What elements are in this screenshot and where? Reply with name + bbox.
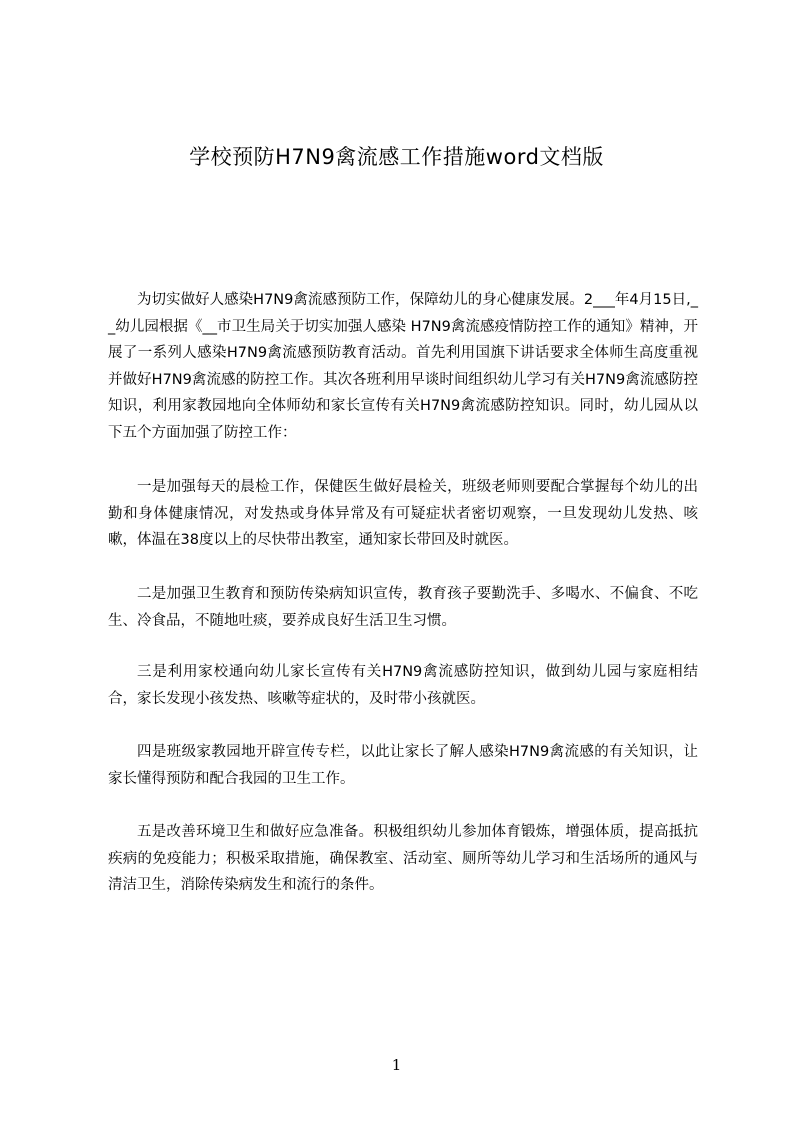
paragraph-intro: 为切实做好人感染H7N9禽流感预防工作，保障幼儿的身心健康发展。2___年4月15日,__幼儿园根据《__市卫生局关于切实加强人感染 H7N9禽流感疫情防控工作的通知》精神，开展了一系列人感染H7N9禽流感预防教育活动。首先利用国旗下讲话要求全体师生高度重视并做好H7N9禽流感的防控工作。其次各班利用早谈时间组织幼儿学习有关H7N9禽流感防控知识，利用家教园地向全体师幼和家长宣传有关H7N9禽流感防控知识。同时，幼儿园从以下五个方面加强了防控工作： [108, 292, 698, 441]
paragraph-measure-5: 五是改善环境卫生和做好应急准备。积极组织幼儿参加体育锻炼，增强体质，提高抵抗疾病的免疫能力；积极采取措施，确保教室、活动室、厕所等幼儿学习和生活场所的通风与清洁卫生，消除传染病发生和流行的条件。 [108, 824, 698, 893]
paragraph-measure-4: 四是班级家教园地开辟宣传专栏，以此让家长了解人感染H7N9禽流感的有关知识，让家长懂得预防和配合我园的卫生工作。 [108, 744, 698, 787]
paragraph-measure-3: 三是利用家校通向幼儿家长宣传有关H7N9禽流感防控知识，做到幼儿园与家庭相结合，家长发现小孩发热、咳嗽等症状的，及时带小孩就医。 [108, 664, 698, 707]
paragraph-measure-2-block [108, 581, 698, 634]
paragraph-measure-2: 二是加强卫生教育和预防传染病知识宣传，教育孩子要勤洗手、多喝水、不偏食、不吃生、冷食品，不随地吐痰，要养成良好生活卫生习惯。 [108, 586, 698, 629]
paragraph-measure-1-block [108, 474, 698, 554]
document-title: 学校预防H7N9禽流感工作措施word文档版 [189, 145, 604, 169]
paragraph-intro-block [108, 287, 698, 446]
paragraph-measure-4-block [108, 739, 698, 792]
paragraph-measure-5-block [108, 819, 698, 899]
page-number: 1 [391, 1056, 402, 1074]
paragraph-measure-3-block [108, 659, 698, 712]
paragraph-measure-1: 一是加强每天的晨检工作，保健医生做好晨检关，班级老师则要配合掌握每个幼儿的出勤和身体健康情况，对发热或身体异常及有可疑症状者密切观察，一旦发现幼儿发热、咳嗽，体温在38度以上的尽快带出教室，通知家长带回及时就医。 [108, 479, 698, 548]
